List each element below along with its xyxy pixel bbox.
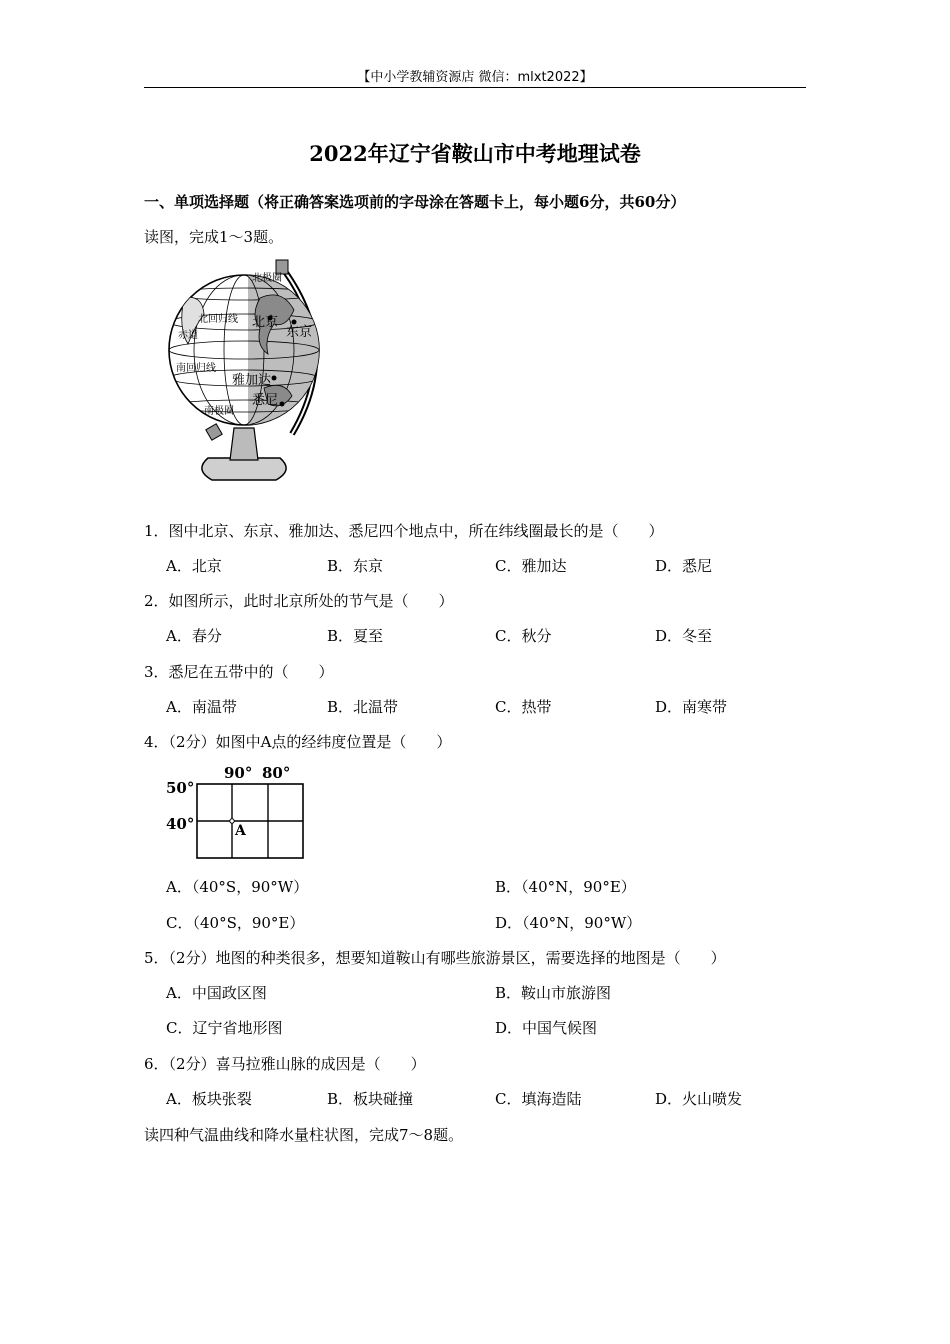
- section-heading: 一、单项选择题（将正确答案选项前的字母涂在答题卡上，每小题6分，共60分）: [144, 193, 686, 211]
- globe-label-north-tropic: 北回归线: [198, 314, 238, 325]
- question-2-stem: 2．如图所示，此时北京所处的节气是（ ）: [144, 592, 454, 610]
- q6-option-a[interactable]: A．板块张裂: [166, 1090, 252, 1108]
- q1-option-b[interactable]: B．东京: [327, 557, 384, 575]
- question-6-stem: 6．（2分）喜马拉雅山脉的成因是（ ）: [144, 1055, 426, 1073]
- q4-option-b[interactable]: B．（40°N，90°E）: [495, 878, 636, 896]
- q3-option-d[interactable]: D．南寒带: [655, 698, 728, 716]
- globe-label-tokyo: 东京: [286, 325, 313, 340]
- q2-option-b[interactable]: B．夏至: [327, 627, 384, 645]
- globe-label-sydney: 悉尼: [252, 393, 279, 408]
- q5-option-d[interactable]: D．中国气候图: [495, 1019, 598, 1037]
- page-title: 2022年辽宁省鞍山市中考地理试卷: [309, 141, 641, 166]
- page-header: 【中小学教辅资源店 微信：mlxt2022】: [357, 70, 593, 85]
- question-5-stem: 5．（2分）地图的种类很多，想要知道鞍山有哪些旅游景区，需要选择的地图是（ ）: [144, 949, 726, 967]
- grid-lat-40: 40°: [166, 815, 195, 833]
- grid-point-a: A: [235, 823, 246, 839]
- q2-option-d[interactable]: D．冬至: [655, 627, 713, 645]
- q6-option-d[interactable]: D．火山喷发: [655, 1090, 743, 1108]
- q6-option-c[interactable]: C．填海造陆: [495, 1090, 582, 1108]
- globe-label-jakarta: 雅加达: [232, 373, 272, 388]
- q2-option-c[interactable]: C．秋分: [495, 627, 552, 645]
- q5-option-b[interactable]: B．鞍山市旅游图: [495, 984, 612, 1002]
- header-divider: [144, 87, 806, 88]
- q4-option-c[interactable]: C．（40°S，90°E）: [166, 914, 305, 932]
- q3-option-b[interactable]: B．北温带: [327, 698, 399, 716]
- globe-label-beijing: 北京: [252, 315, 279, 330]
- q1-option-a[interactable]: A．北京: [166, 557, 222, 575]
- globe-label-arctic: 北极圈: [252, 273, 282, 284]
- q5-option-a[interactable]: A．中国政区图: [166, 984, 267, 1002]
- question-3-stem: 3．悉尼在五带中的（ ）: [144, 663, 334, 681]
- grid-lon-90: 90°: [224, 764, 253, 782]
- q3-option-c[interactable]: C．热带: [495, 698, 552, 716]
- q2-option-a[interactable]: A．春分: [166, 627, 222, 645]
- question-1-stem: 1．图中北京、东京、雅加达、悉尼四个地点中，所在纬线圈最长的是（ ）: [144, 522, 664, 540]
- q3-option-a[interactable]: A．南温带: [166, 698, 237, 716]
- globe-label-equator: 赤道: [178, 330, 198, 341]
- q1-option-c[interactable]: C．雅加达: [495, 557, 567, 575]
- question-4-stem: 4．（2分）如图中A点的经纬度位置是（ ）: [144, 733, 452, 751]
- q4-option-d[interactable]: D．（40°N，90°W）: [495, 914, 642, 932]
- globe-label-antarctic: 南极圈: [204, 406, 234, 417]
- grid-lon-80: 80°: [262, 764, 291, 782]
- globe-figure: [164, 258, 332, 490]
- q4-option-a[interactable]: A．（40°S，90°W）: [166, 878, 309, 896]
- grid-lat-50: 50°: [166, 779, 195, 797]
- intro-text-2: 读四种气温曲线和降水量柱状图，完成7～8题。: [144, 1126, 464, 1144]
- intro-text: 读图，完成1～3题。: [144, 228, 284, 246]
- globe-label-south-tropic: 南回归线: [176, 363, 216, 374]
- q1-option-d[interactable]: D．悉尼: [655, 557, 713, 575]
- q6-option-b[interactable]: B．板块碰撞: [327, 1090, 414, 1108]
- q5-option-c[interactable]: C．辽宁省地形图: [166, 1019, 283, 1037]
- latlon-grid-figure: [164, 762, 310, 864]
